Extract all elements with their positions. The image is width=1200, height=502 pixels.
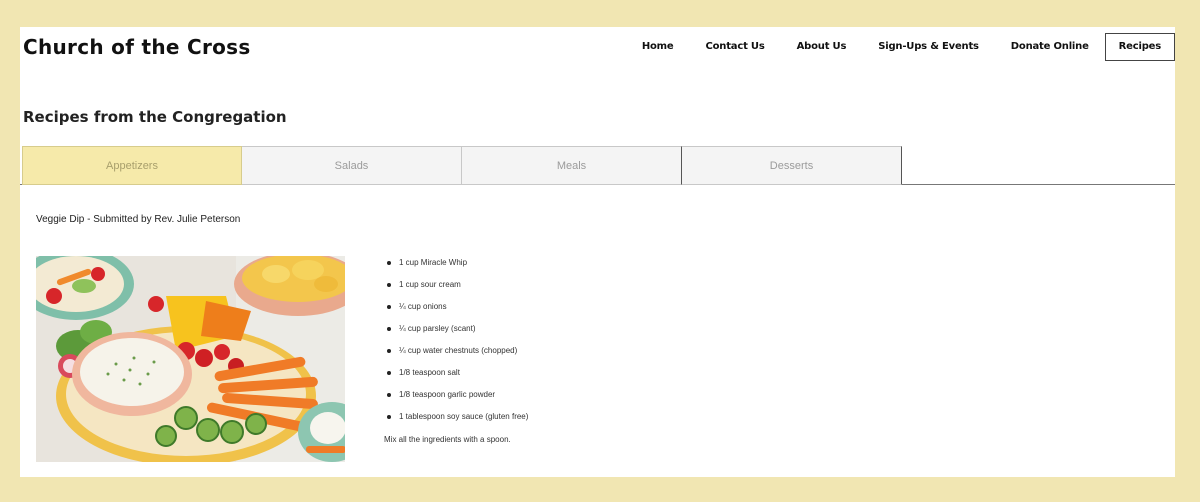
recipe-category-tabs: [22, 146, 902, 185]
nav-item-recipes[interactable]: Recipes: [1105, 33, 1175, 61]
tab-meals[interactable]: Meals: [462, 146, 682, 185]
list-item: 1/8 teaspoon garlic powder: [384, 385, 884, 407]
list-item: 1/8 teaspoon salt: [384, 363, 884, 385]
list-item: 1 cup Miracle Whip: [384, 253, 884, 275]
nav-item-donate-online[interactable]: Donate Online: [1010, 41, 1089, 52]
nav-item-home[interactable]: Home: [641, 41, 674, 52]
page-container: [20, 27, 1175, 477]
list-item: ¼ cup onions: [384, 297, 884, 319]
nav-item-about-us[interactable]: About Us: [796, 41, 847, 52]
recipe-photo: [36, 256, 345, 462]
ingredients-list: [384, 253, 884, 429]
tab-desserts[interactable]: Desserts: [682, 146, 902, 185]
list-item: 1 tablespoon soy sauce (gluten free): [384, 407, 884, 429]
recipe-title: Veggie Dip - Submitted by Rev. Julie Peterson: [36, 214, 241, 225]
list-item: 1 cup sour cream: [384, 275, 884, 297]
tab-salads[interactable]: Salads: [242, 146, 462, 185]
list-item: ¼ cup parsley (scant): [384, 319, 884, 341]
recipe-instructions: Mix all the ingredients with a spoon.: [384, 435, 511, 444]
list-item: ¼ cup water chestnuts (chopped): [384, 341, 884, 363]
site-title[interactable]: Church of the Cross: [23, 35, 251, 59]
page-heading: Recipes from the Congregation: [23, 108, 287, 126]
nav-item-contact-us[interactable]: Contact Us: [705, 41, 765, 52]
main-nav: [626, 33, 1175, 61]
tab-appetizers[interactable]: Appetizers: [22, 146, 242, 185]
veggie-platter-illustration: [36, 256, 345, 462]
nav-item-sign-ups-events[interactable]: Sign-Ups & Events: [878, 41, 979, 52]
